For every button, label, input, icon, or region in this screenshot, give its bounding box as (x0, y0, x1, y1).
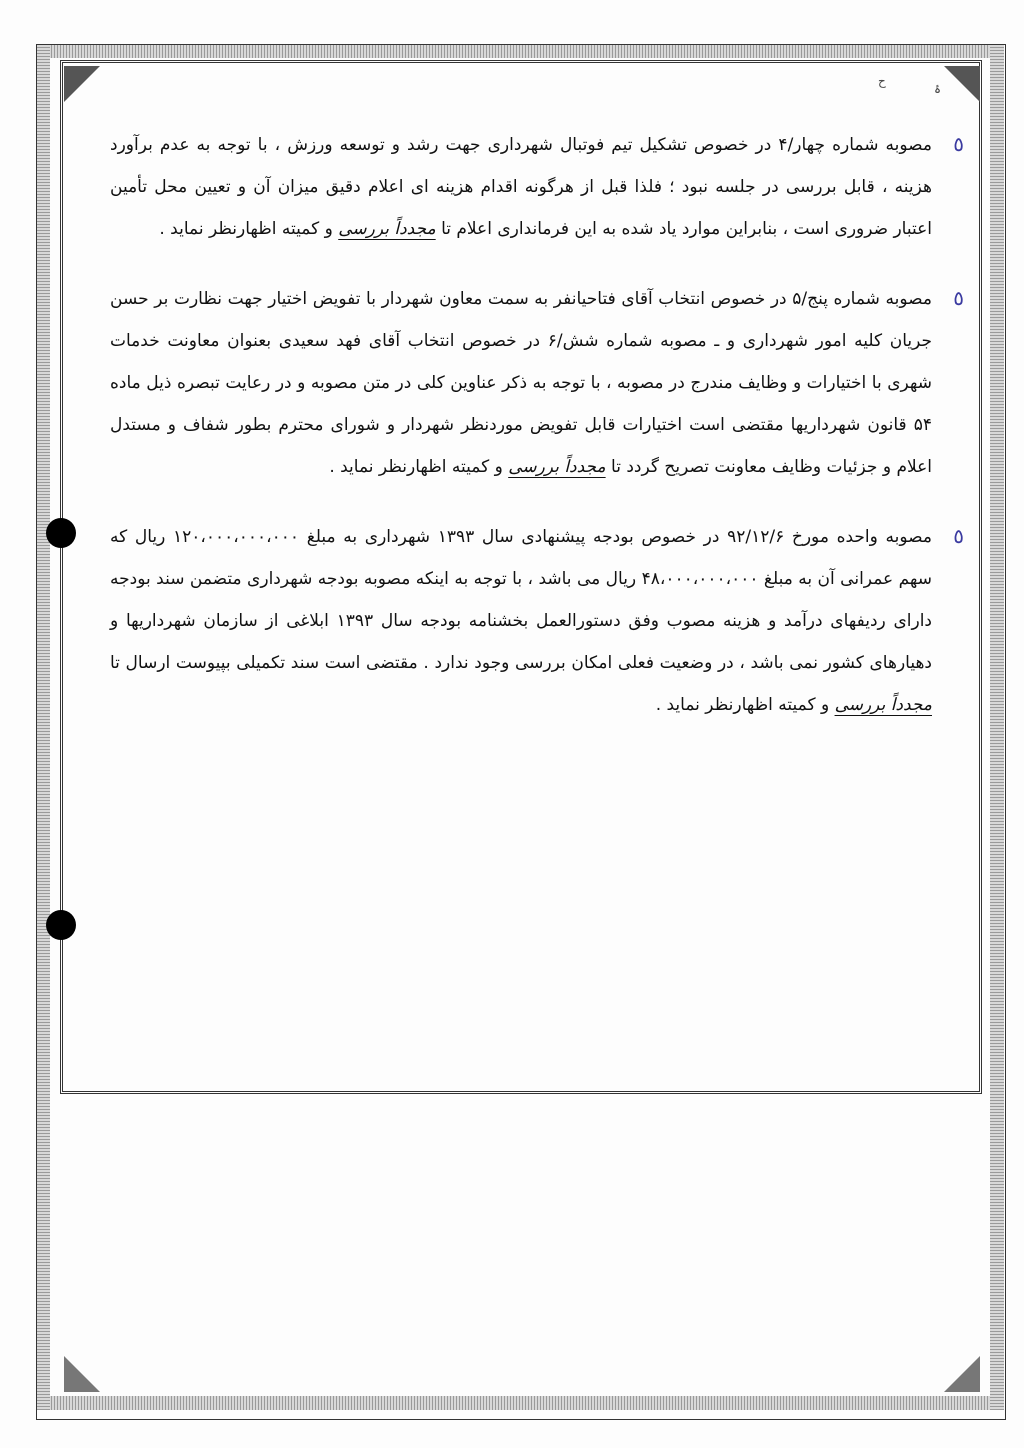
handwritten-note: مجدداً بررسی (834, 695, 932, 715)
paragraph-text: و کمیته اظهارنظر نماید . (329, 457, 509, 477)
handwritten-bullet: ٥ (953, 286, 964, 310)
stray-mark: ۀ (934, 82, 942, 96)
handwritten-note: مجدداً بررسی (338, 219, 436, 239)
letter-body (110, 124, 964, 754)
paragraph-text: و کمیته اظهارنظر نماید . (655, 695, 835, 715)
paragraph-text: مصوبه واحده مورخ ۹۲/۱۲/۶ در خصوص بودجه پیشنهادی سال ۱۳۹۳ شهرداری به مبلغ ۱۲۰،۰۰۰،۰۰۰،۰۰۰ ریال که سهم عمرانی آن به مبلغ ۴۸،۰۰۰،۰۰۰،۰۰۰ ریال می باشد ، با توجه به اینکه مصوبه بودجه شهرداری متضمن سند بودجه دارای ردیفهای درآمد و هزینه مصوب وفق دستورالعمل بخشنامه بودجه سال ۱۳۹۳ ابلاغی از سازمان شهرداریها و دهیارهای کشور نمی باشد ، در وضعیت فعلی امکان بررسی وجود ندارد . مقتضی است سند تکمیلی بپیوست ارسال تا (110, 527, 932, 673)
corner-ornament-top-left (64, 66, 100, 102)
paragraph-budget-resolution (110, 516, 964, 726)
punch-hole (46, 910, 76, 940)
handwritten-note: مجدداً بررسی (508, 457, 606, 477)
corner-ornament-top-right (944, 66, 980, 102)
paragraph-resolution-4 (110, 124, 964, 250)
punch-hole (46, 518, 76, 548)
paragraph-text: و کمیته اظهارنظر نماید . (159, 219, 339, 239)
corner-ornament-bottom-left (64, 1356, 100, 1392)
paragraph-text: مصوبه شماره چهار/۴ در خصوص تشکیل تیم فوتبال شهرداری جهت رشد و توسعه ورزش ، با توجه به عدم برآورد هزینه ، قابل بررسی در جلسه نبود ؛ فلذا قبل از هرگونه اقدام هزینه ای اعلام دقیق میزان آن و تعیین محل تأمین اعتبار ضروری است ، بنابراین موارد یاد شده به این فرمانداری اعلام تا (110, 135, 933, 239)
paragraph-resolution-5-6 (110, 278, 964, 488)
corner-ornament-bottom-right (944, 1356, 980, 1392)
handwritten-bullet: ٥ (953, 524, 964, 548)
paragraph-text: مصوبه شماره پنج/۵ در خصوص انتخاب آقای فتاحیانفر به سمت معاون شهردار با تفویض اختیار جهت نظارت بر حسن جریان کلیه امور شهرداری و ـ مصوبه شماره شش/۶ در خصوص انتخاب آقای فهد سعیدی بعنوان معاونت خدمات شهری با اختیارات و وظایف مندرج در مصوبه ، با توجه به ذکر عناوین کلی در متن مصوبه و در رعایت تبصره ذیل ماده ۵۴ قانون شهرداریها مقتضی است اختیارات قابل تفویض موردنظر شهردار و شورای محترم بطور شفاف و مستدل اعلام و جزئیات وظایف معاونت تصریح گردد تا (110, 289, 933, 477)
handwritten-bullet: ٥ (953, 132, 964, 156)
stray-mark: ح (878, 74, 886, 88)
